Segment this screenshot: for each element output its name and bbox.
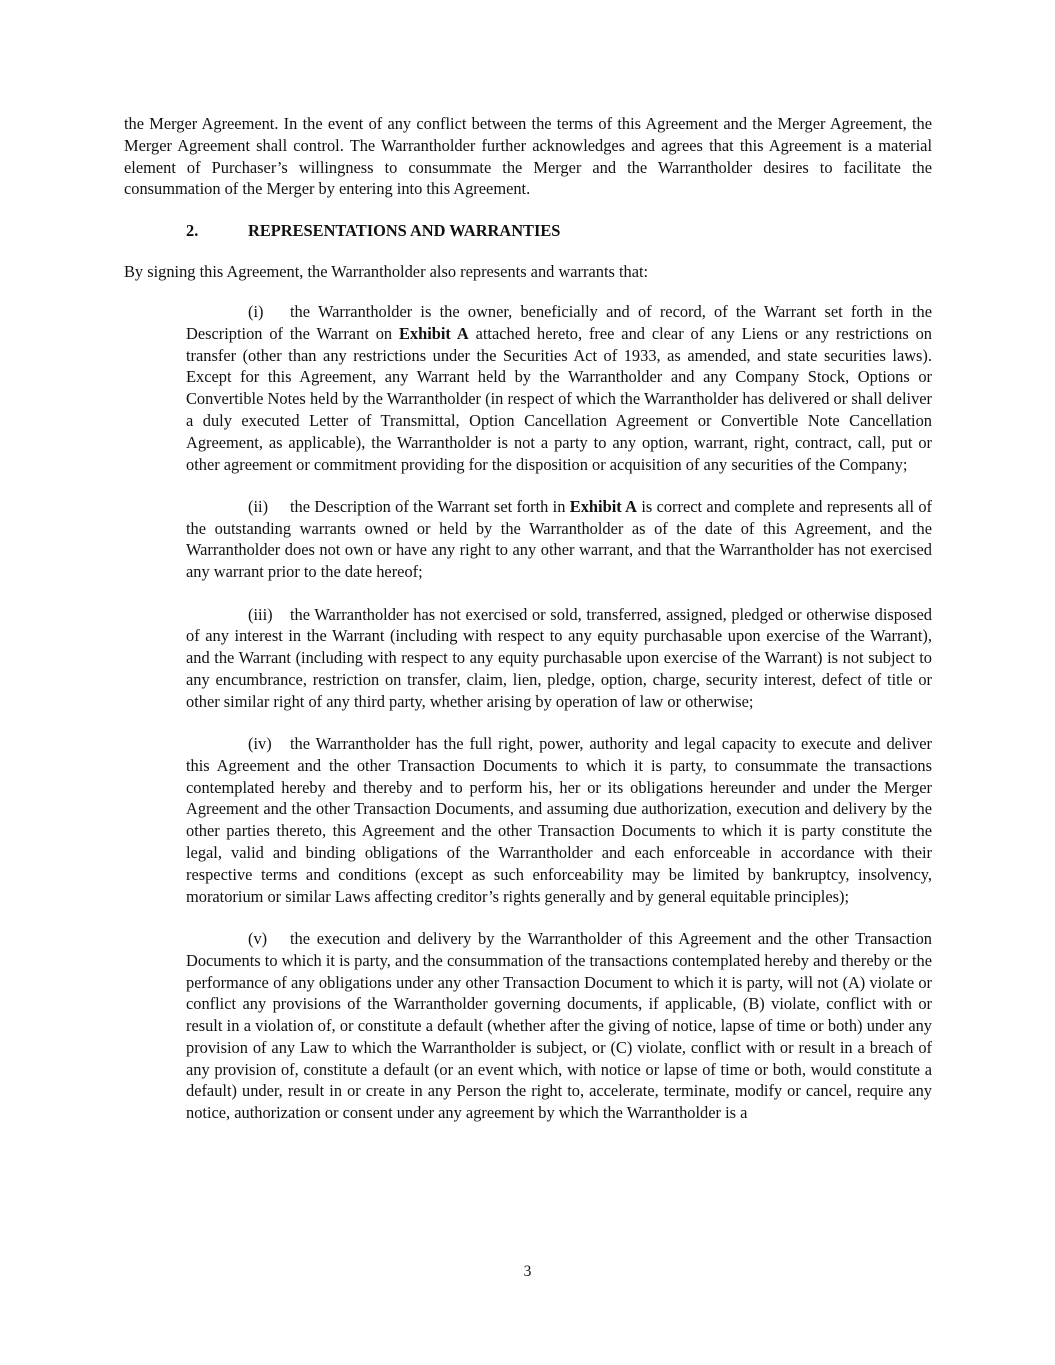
- lead-sentence: By signing this Agreement, the Warrantholder also represents and warrants that:: [124, 262, 649, 282]
- clause-text: the Warrantholder has not exercised or sold, transferred, assigned, pledged or otherwise disposed of any interest in the Warrant (including with respect to any equity purchasable upon exercise of the Warrant), and the Warrant (including with respect to any equity purchasable upon exercise of the Warrant) is not subject to any encumbrance, restriction on transfer, claim, lien, pledge, option, charge, security interest, defect of title or other similar right of any third party, whether arising by operation of law or otherwise;: [186, 604, 932, 711]
- clause-v: [186, 928, 932, 1124]
- clause-text: is correct and complete and represents all of the outstanding warrants owned or held by the Warrantholder as of the date of this Agreement, and the Warrantholder does not own or have any right to any other warrant, and that the Warrantholder has not exercised any warrant prior to the date hereof;: [186, 496, 932, 582]
- clause-marker: (ii): [248, 496, 269, 516]
- section-heading: [186, 220, 932, 242]
- clause-text: the Description of the Warrant set forth in: [290, 496, 570, 516]
- section-title: REPRESENTATIONS AND WARRANTIES: [248, 221, 561, 241]
- clause-text: the Warrantholder is the owner, beneficially and of record, of the Warrant set forth in the Description of the Warrant on: [186, 301, 932, 343]
- clause-marker: (v): [248, 928, 268, 948]
- clause-ii: [186, 496, 932, 583]
- clause-iii: [186, 604, 932, 713]
- document-page: [124, 113, 932, 1124]
- clause-text: the execution and delivery by the Warrantholder of this Agreement and the other Transaction Documents to which it is party, and the consummation of the transactions contemplated hereby and thereby or the performance of any obligations under any other Transaction Document to which it is party, will not (A) violate or conflict any provisions of the Warrantholder governing documents, if applicable, (B) violate, conflict with or result in a violation of, or constitute a default (whether after the giving of notice, lapse of time or both) under any provision of any Law to which the Warrantholder is subject, or (C) violate, conflict with or result in a breach of any provision of, constitute a default (or an event which, with notice or lapse of time or both, would constitute a default) under, result in or create in any Person the right to, accelerate, terminate, modify or cancel, require any notice, authorization or consent under any agreement by which the Warrantholder is a: [186, 928, 932, 1123]
- clause-marker: (i): [248, 301, 264, 321]
- clause-iv: [186, 733, 932, 907]
- exhibit-reference: Exhibit A: [569, 496, 637, 516]
- clause-i: [186, 301, 932, 475]
- exhibit-reference: Exhibit A: [398, 323, 469, 343]
- intro-paragraph: the Merger Agreement. In the event of any conflict between the terms of this Agreement and the Merger Agreement, the Merger Agreement shall control. The Warrantholder further acknowledges and agrees that this Agreement is a material element of Purchaser’s willingness to consummate the Merger and the Warrantholder desires to facilitate the consummation of the Merger by entering into this Agreement.: [124, 114, 932, 199]
- clause-marker: (iii): [248, 604, 273, 624]
- section-number: 2.: [186, 221, 199, 241]
- clause-marker: (iv): [248, 734, 272, 754]
- page-number: 3: [523, 1263, 532, 1280]
- clause-text: the Warrantholder has the full right, power, authority and legal capacity to execute and deliver this Agreement and the other Transaction Documents to which it is party, to consummate the transactions contemplated hereby and thereby and to perform his, her or its obligations hereunder and under the Merger Agreement and the other Transaction Documents, and assuming due authorization, execution and delivery by the other parties thereto, this Agreement and the other Transaction Documents to which it is party constitute the legal, valid and binding obligations of the Warrantholder and each enforceable in accordance with their respective terms and conditions (except as such enforceability may be limited by bankruptcy, insolvency, moratorium or similar Laws affecting creditor’s rights generally and by general equitable principles);: [186, 734, 932, 906]
- clause-text: attached hereto, free and clear of any Liens or any restrictions on transfer (other than any restrictions under the Securities Act of 1933, as amended, and state securities laws). Except for this Agreement, any Warrant held by the Warrantholder and any Company Stock, Options or Convertible Notes held by the Warrantholder (in respect of which the Warrantholder has delivered or shall deliver a duly executed Letter of Transmittal, Option Cancellation Agreement or Convertible Note Cancellation Agreement, as applicable), the Warrantholder is not a party to any option, warrant, right, contract, call, put or other agreement or commitment providing for the disposition or acquisition of any securities of the Company;: [186, 323, 933, 474]
